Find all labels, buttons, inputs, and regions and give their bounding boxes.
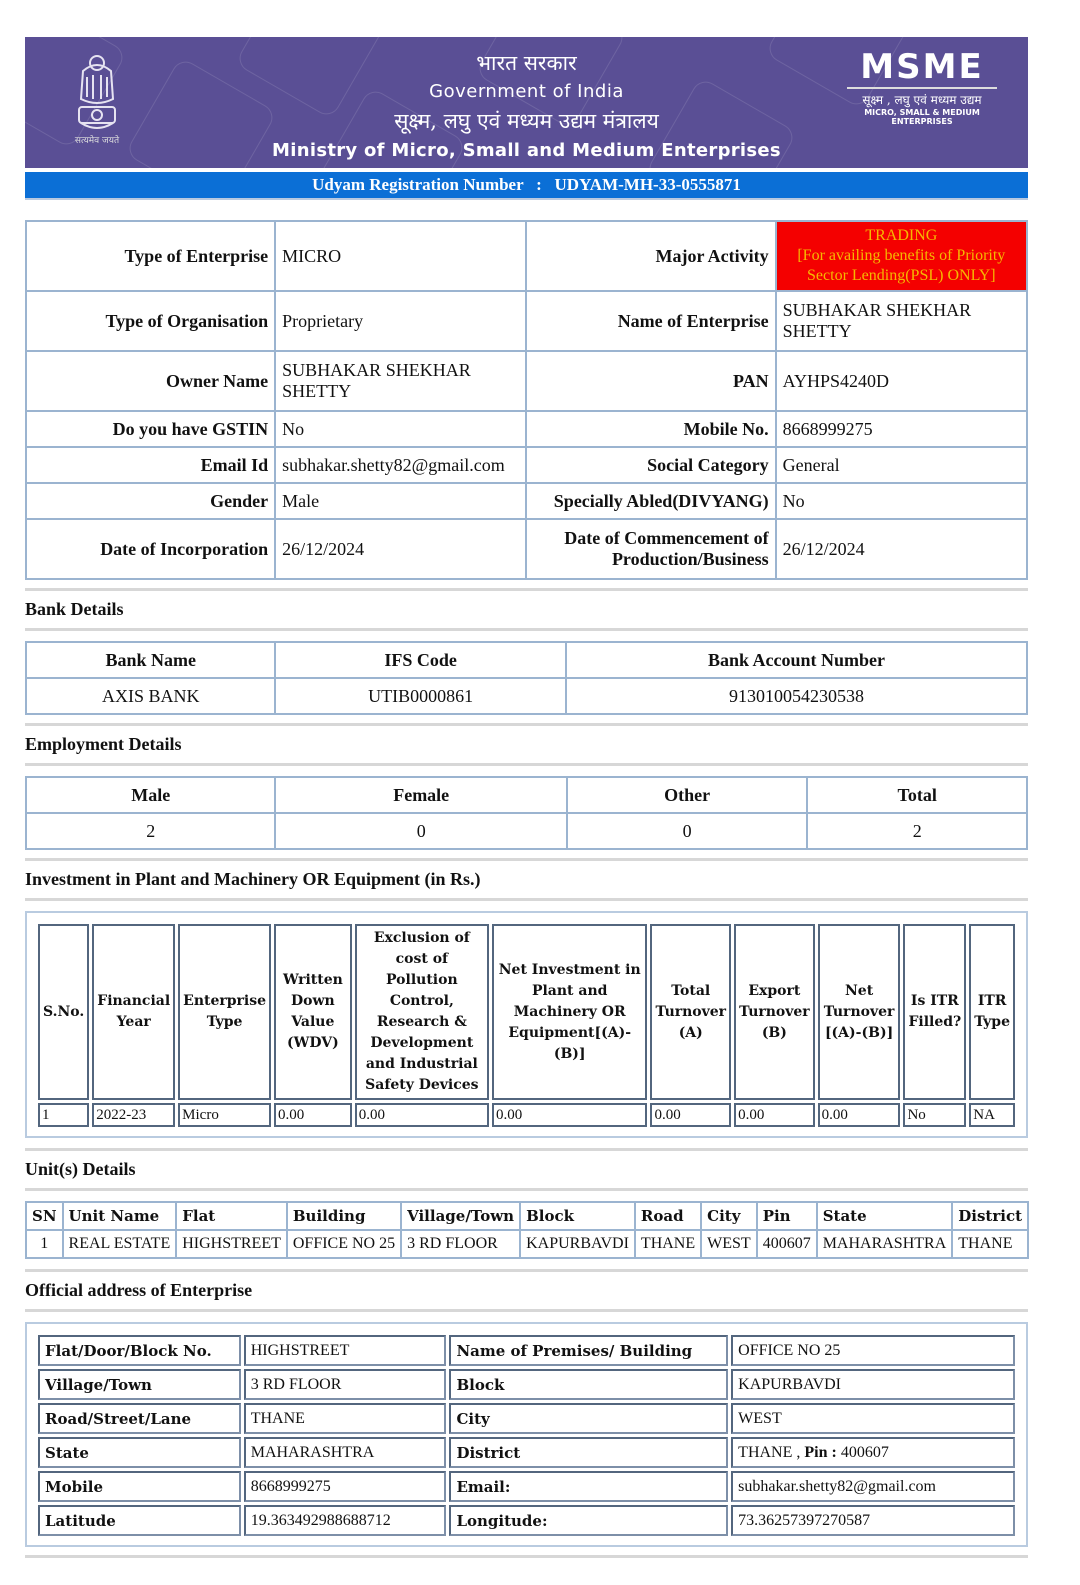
msme-logo-text: MSME [847, 49, 997, 89]
city-value: WEST [731, 1403, 1015, 1434]
address-mobile-value: 8668999275 [244, 1471, 447, 1502]
table-row [38, 1505, 1015, 1536]
bank-name-header: Bank Name [26, 642, 275, 678]
msme-logo [847, 49, 997, 126]
unit-building-value: OFFICE NO 25 [287, 1230, 401, 1258]
table-row [38, 1403, 1015, 1434]
owner-name-label: Owner Name [26, 351, 275, 411]
ministry-title-english: Ministry of Micro, Small and Medium Enterprises [272, 140, 781, 161]
major-activity-value [776, 221, 1027, 291]
table-row [38, 1437, 1015, 1468]
unit-state-header: State [817, 1202, 953, 1230]
gov-title-hindi: भारत सरकार [476, 51, 577, 75]
itr-type-value: NA [969, 1103, 1015, 1127]
ministry-title-hindi: सूक्ष्म, लघु एवं मध्यम उद्यम मंत्रालय [394, 109, 659, 133]
premises-value: OFFICE NO 25 [731, 1335, 1015, 1366]
pin-label: Pin : [804, 1443, 837, 1461]
flat-label: Flat/Door/Block No. [38, 1335, 241, 1366]
longitude-label: Longitude: [449, 1505, 728, 1536]
unit-block-header: Block [520, 1202, 635, 1230]
section-divider [25, 1555, 1028, 1558]
type-of-organisation-label: Type of Organisation [26, 291, 275, 351]
export-turnover-value: 0.00 [734, 1103, 815, 1127]
financial-year-header: Financial Year [92, 924, 175, 1100]
unit-flat-value: HIGHSTREET [176, 1230, 287, 1258]
male-header: Male [26, 777, 275, 813]
table-header-row [26, 777, 1027, 813]
date-of-commencement-label: Date of Commencement of Production/Business [526, 519, 776, 579]
gender-value: Male [275, 483, 526, 519]
premises-label: Name of Premises/ Building [449, 1335, 728, 1366]
enterprise-type-header: Enterprise Type [178, 924, 271, 1100]
account-number-header: Bank Account Number [566, 642, 1027, 678]
pin-value: 400607 [836, 1443, 889, 1461]
registration-number-bar [25, 172, 1028, 200]
latitude-label: Latitude [38, 1505, 241, 1536]
address-mobile-label: Mobile [38, 1471, 241, 1502]
export-turnover-header: Export Turnover (B) [734, 924, 815, 1100]
district-name: THANE , [738, 1443, 805, 1461]
wdv-header: Written Down Value (WDV) [274, 924, 352, 1100]
bank-details-title: Bank Details [25, 588, 1028, 631]
table-row [26, 519, 1027, 579]
block-value: KAPURBAVDI [731, 1369, 1015, 1400]
net-investment-header: Net Investment in Plant and Machinery OR Equipment[(A)-(B)] [492, 924, 647, 1100]
unit-name-header: Unit Name [63, 1202, 177, 1230]
road-value: THANE [244, 1403, 447, 1434]
net-investment-value: 0.00 [492, 1103, 647, 1127]
unit-district-header: District [952, 1202, 1028, 1230]
table-row [26, 291, 1027, 351]
block-label: Block [449, 1369, 728, 1400]
table-row [38, 1335, 1015, 1366]
unit-city-header: City [701, 1202, 757, 1230]
road-label: Road/Street/Lane [38, 1403, 241, 1434]
unit-sn-value: 1 [26, 1230, 63, 1258]
social-category-label: Social Category [526, 447, 776, 483]
official-address-table [35, 1332, 1018, 1539]
date-of-commencement-value: 26/12/2024 [776, 519, 1027, 579]
table-row [26, 813, 1027, 849]
unit-pin-value: 400607 [757, 1230, 817, 1258]
gov-title-english: Government of India [429, 81, 624, 102]
state-label: State [38, 1437, 241, 1468]
net-turnover-value: 0.00 [818, 1103, 901, 1127]
investment-title: Investment in Plant and Machinery OR Equipment (in Rs.) [25, 858, 1028, 901]
specially-abled-value: No [776, 483, 1027, 519]
table-header-row [26, 1202, 1028, 1230]
pan-label: PAN [526, 351, 776, 411]
table-row [38, 1471, 1015, 1502]
registration-separator: : [536, 175, 542, 194]
table-row [26, 411, 1027, 447]
udyam-certificate [25, 37, 1028, 1558]
major-activity-note: [For availing benefits of Priority Sector Lending(PSL) ONLY] [797, 247, 1006, 284]
unit-city-value: WEST [701, 1230, 757, 1258]
email-label: Email Id [26, 447, 275, 483]
mobile-value: 8668999275 [776, 411, 1027, 447]
other-count: 0 [567, 813, 808, 849]
state-value: MAHARASHTRA [244, 1437, 447, 1468]
table-row [26, 1230, 1028, 1258]
bank-name-value: AXIS BANK [26, 678, 275, 714]
exclusion-cost-value: 0.00 [355, 1103, 489, 1127]
latitude-value: 19.363492988688712 [244, 1505, 447, 1536]
employment-details-title: Employment Details [25, 723, 1028, 766]
district-label: District [449, 1437, 728, 1468]
social-category-value: General [776, 447, 1027, 483]
table-row [38, 1103, 1015, 1127]
table-row [38, 1369, 1015, 1400]
exclusion-cost-header: Exclusion of cost of Pollution Control, Research & Development and Industrial Safety Devices [355, 924, 489, 1100]
account-number-value: 913010054230538 [566, 678, 1027, 714]
enterprise-details-table [25, 220, 1028, 580]
longitude-value: 73.36257397270587 [731, 1505, 1015, 1536]
sno-header: S.No. [38, 924, 89, 1100]
major-activity-label: Major Activity [526, 221, 776, 291]
district-value [731, 1437, 1015, 1468]
table-row [26, 221, 1027, 291]
other-header: Other [567, 777, 808, 813]
unit-details-table [25, 1201, 1029, 1259]
owner-name-value: SUBHAKAR SHEKHAR SHETTY [275, 351, 526, 411]
unit-village-value: 3 RD FLOOR [401, 1230, 520, 1258]
male-count: 2 [26, 813, 275, 849]
flat-value: HIGHSTREET [244, 1335, 447, 1366]
gstin-label: Do you have GSTIN [26, 411, 275, 447]
pan-value: AYHPS4240D [776, 351, 1027, 411]
official-address-title: Official address of Enterprise [25, 1269, 1028, 1312]
msme-logo-english: MICRO, SMALL & MEDIUM ENTERPRISES [864, 108, 980, 126]
female-count: 0 [275, 813, 566, 849]
itr-filled-header: Is ITR Filled? [903, 924, 966, 1100]
gstin-value: No [275, 411, 526, 447]
type-of-organisation-value: Proprietary [275, 291, 526, 351]
city-label: City [449, 1403, 728, 1434]
unit-district-value: THANE [952, 1230, 1028, 1258]
net-turnover-header: Net Turnover [(A)-(B)] [818, 924, 901, 1100]
email-value: subhakar.shetty82@gmail.com [275, 447, 526, 483]
table-row [26, 447, 1027, 483]
ifs-code-header: IFS Code [275, 642, 565, 678]
name-of-enterprise-value: SUBHAKAR SHEKHAR SHETTY [776, 291, 1027, 351]
address-email-value: subhakar.shetty82@gmail.com [731, 1471, 1015, 1502]
financial-year-value: 2022-23 [92, 1103, 175, 1127]
unit-road-value: THANE [635, 1230, 701, 1258]
investment-table [35, 921, 1018, 1130]
table-header-row [26, 642, 1027, 678]
female-header: Female [275, 777, 566, 813]
emblem-motto: सत्यमेव जयते [74, 136, 120, 146]
wdv-value: 0.00 [274, 1103, 352, 1127]
type-of-enterprise-label: Type of Enterprise [26, 221, 275, 291]
msme-logo-hindi: सूक्ष्म , लघु एवं मध्यम उद्यम [862, 93, 982, 107]
unit-flat-header: Flat [176, 1202, 287, 1230]
name-of-enterprise-label: Name of Enterprise [526, 291, 776, 351]
registration-label: Udyam Registration Number [312, 175, 524, 194]
major-activity-name: TRADING [865, 227, 938, 244]
official-address-wrapper [25, 1322, 1028, 1547]
table-row [26, 351, 1027, 411]
mobile-label: Mobile No. [526, 411, 776, 447]
table-row [26, 483, 1027, 519]
unit-details-title: Unit(s) Details [25, 1148, 1028, 1191]
total-turnover-value: 0.00 [650, 1103, 731, 1127]
unit-village-header: Village/Town [401, 1202, 520, 1230]
date-of-incorporation-label: Date of Incorporation [26, 519, 275, 579]
itr-filled-value: No [903, 1103, 966, 1127]
date-of-incorporation-value: 26/12/2024 [275, 519, 526, 579]
unit-block-value: KAPURBAVDI [520, 1230, 635, 1258]
village-label: Village/Town [38, 1369, 241, 1400]
table-row [26, 678, 1027, 714]
unit-road-header: Road [635, 1202, 701, 1230]
type-of-enterprise-value: MICRO [275, 221, 526, 291]
itr-type-header: ITR Type [969, 924, 1015, 1100]
total-header: Total [807, 777, 1027, 813]
ifs-code-value: UTIB0000861 [275, 678, 565, 714]
employment-details-table [25, 776, 1028, 850]
address-email-label: Email: [449, 1471, 728, 1502]
specially-abled-label: Specially Abled(DIVYANG) [526, 483, 776, 519]
unit-state-value: MAHARASHTRA [817, 1230, 953, 1258]
unit-pin-header: Pin [757, 1202, 817, 1230]
unit-name-value: REAL ESTATE [63, 1230, 177, 1258]
total-turnover-header: Total Turnover (A) [650, 924, 731, 1100]
bank-details-table [25, 641, 1028, 715]
investment-table-wrapper [25, 911, 1028, 1138]
enterprise-type-value: Micro [178, 1103, 271, 1127]
sno-value: 1 [38, 1103, 89, 1127]
total-count: 2 [807, 813, 1027, 849]
registration-number: UDYAM-MH-33-0555871 [554, 175, 741, 194]
unit-sn-header: SN [26, 1202, 63, 1230]
header-banner [25, 37, 1028, 168]
village-value: 3 RD FLOOR [244, 1369, 447, 1400]
table-header-row [38, 924, 1015, 1100]
unit-building-header: Building [287, 1202, 401, 1230]
gender-label: Gender [26, 483, 275, 519]
